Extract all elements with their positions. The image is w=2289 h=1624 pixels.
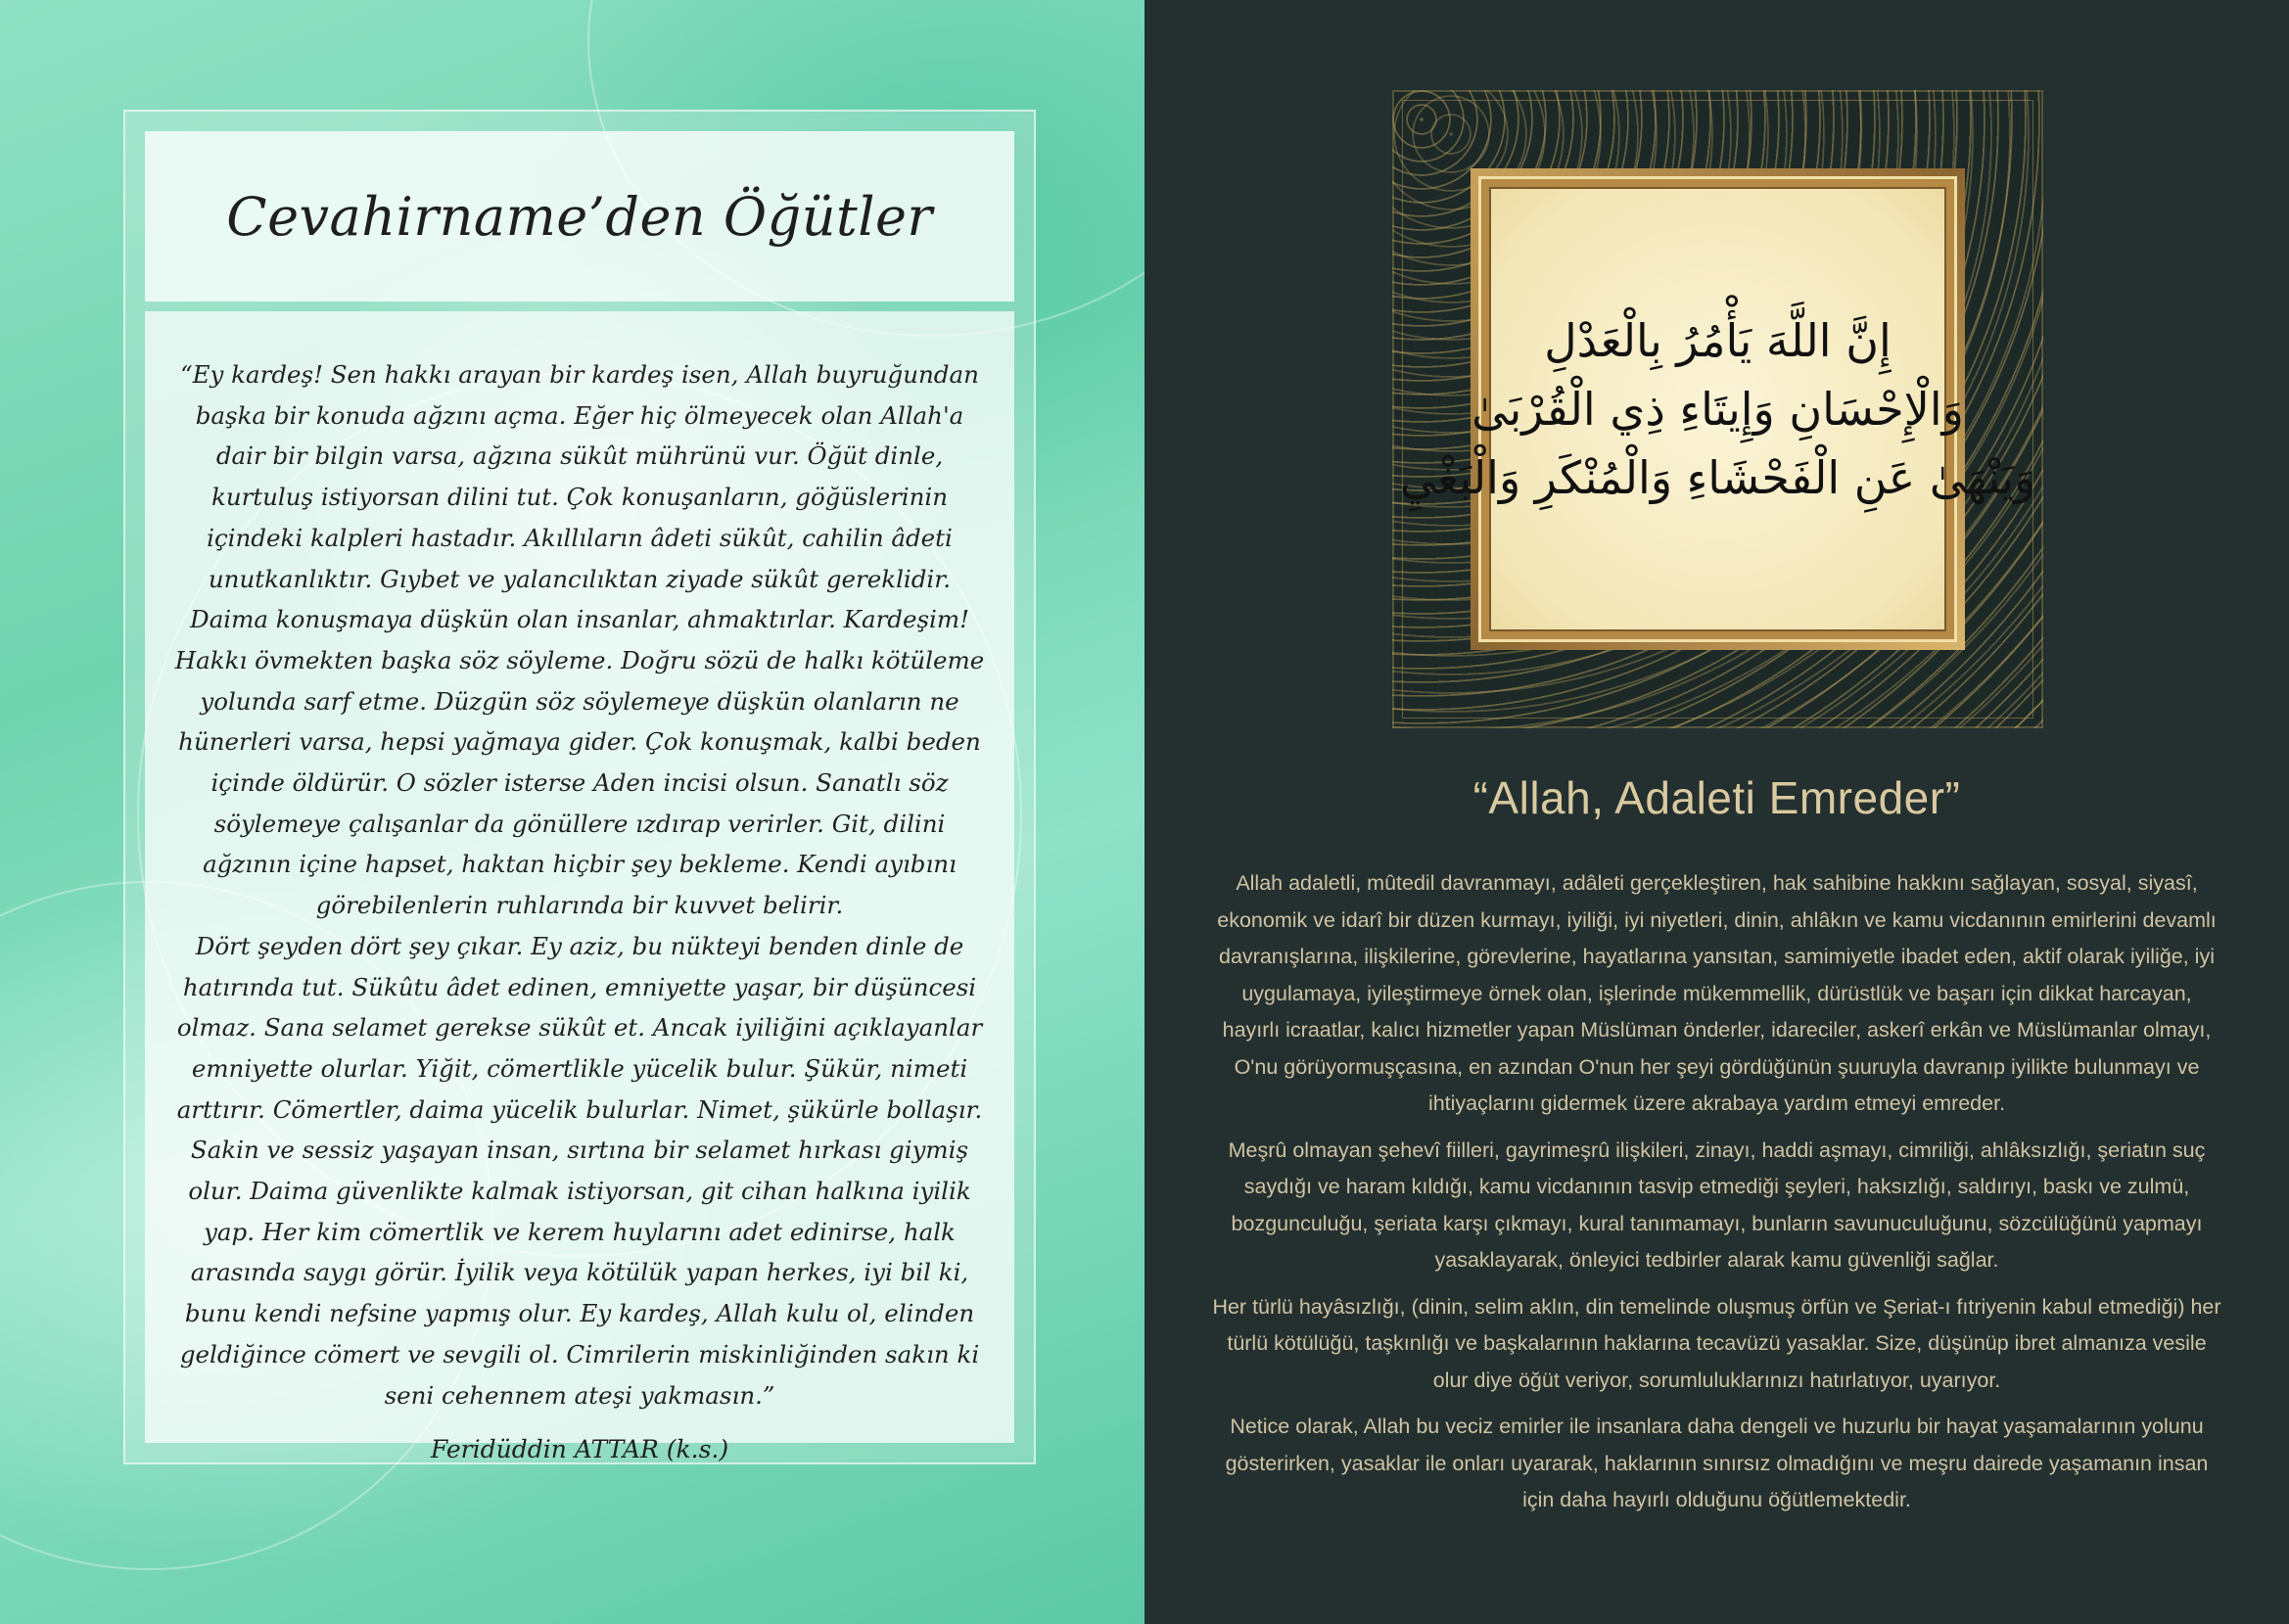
quote-author: Feridüddin ATTAR (k.s.) — [430, 1435, 729, 1464]
quote-paragraph: Dört şeyden dört şey çıkar. Ey aziz, bu nükteyi benden dinle de hatırında tut. Sükûtu âdet edinen, emniyette yaşar, bir düşüncesi olmaz. Sana selamet gerekse sükût et. Ancak iyiliğini açıklayanlar emniyette olurlar. Yiğit, cömertlikle yücelik bulur. Şükür, nimeti arttırır. Cömertler, daima yücelik bulurlar. Nimet, şükürle bollaşır. Sakin ve sessiz yaşayan insan, sırtına bir selamet hırkası giymiş olur. Daima güvenlikte kalmak istiyorsan, git cihan halkına iyilik yap. Her kim cömertlik ve kerem huylarını adet edinirse, halk arasında saygı görür. İyilik veya kötülük yapan herkes, iyi bil ki, bunu kendi nefsine yapmış olur. Ey kardeş, Allah kulu ol, elinden geldiğince cömert ve sevgili ol. Cimrilerin miskinliğinden sakın ki seni cehennem ateşi yakmasın.” — [176, 931, 983, 1410]
body-paragraph: Netice olarak, Allah bu veciz emirler ile insanlara daha dengeli ve huzurlu bir hayat yaşamalarının yolunu gösterirken, yasaklar ile onları uyararak, haklarının sınırsız olmadığını ve meşru dairede yaşamanın insan için daha hayırlı olduğunu öğütlemektedir. — [1225, 1415, 2209, 1511]
calligraphy-panel — [1399, 187, 2036, 631]
title-box — [145, 131, 1014, 302]
body-paragraph: Her türlü hayâsızlığı, (dinin, selim aklın, din temelinde oluşmuş örfün ve Şeriat-ı fıtriyenin kabul etmediği) her türlü kötülüğü, taşkınlığı ve başkalarının haklarına tecavüzü yasaklar. Size, düşünüp ibret almanıza vesile olur diye öğüt veriyor, sorumluluklarınızı hatırlatıyor, uyarıyor. — [1212, 1294, 2221, 1392]
right-page — [1144, 0, 2289, 1624]
section-title: “Allah, Adaleti Emreder” — [1472, 772, 1961, 823]
quote-paragraph: “Ey kardeş! Sen hakkı arayan bir kardeş isen, Allah buyruğundan başka bir konuda ağzını açma. Eğer hiç ölmeyecek olan Allah'a dair bir bilgin varsa, ağzına sükût mührünü vur. Öğüt dinle, kurtuluş istiyorsan dilini tut. Çok konuşanların, göğüslerinin içindeki kalpleri hastadır. Akıllıların âdeti sükût, cahilin âdeti unutkanlıktır. Gıybet ve yalancılıktan ziyade sükût gereklidir. Daima konuşmaya düşkün olan insanlar, ahmaktırlar. Kardeşim! Hakkı övmekten başka söz söyleme. Doğru sözü de halkı kötüleme yolunda sarf etme. Düzgün söz söylemeye düşkün olanların ne hünerleri varsa, hepsi yağmaya gider. Çok konuşmak, kalbi beden içinde öldürür. O sözler isterse Aden incisi olsun. Sanatlı söz söylemeye çalışanlar da gönüllere ızdırap verirler. Git, dilini ağzının içine hapset, haktan hiçbir şey bekleme. Kendi ayıbını görebilenlerin ruhlarında bir kuvvet belirir. — [174, 360, 985, 920]
text-frame — [123, 110, 1036, 1464]
body-paragraph: Meşrû olmayan şehevî fiilleri, gayrimeşrû ilişkileri, zinayı, haddi aşmayı, cimriliği, ahlâksızlığı, şeriatın suç saydığı ve haram kıldığı, kamu vicdanının tasvip etmediği şeyleri, haksızlığı, saldırıyı, baskı ve zulmü, bozgunculuğu, şeriata karşı çıkmayı, kural tanımamayı, bunların savunuculuğunu, sözcülüğünü yapmayı yasaklayarak, önleyici tedbirler alarak kamu güvenliği sağlar. — [1228, 1137, 2206, 1272]
page-title: Cevahirname’den Öğütler — [226, 185, 933, 248]
ornamental-panel — [1392, 90, 2043, 728]
quote-box — [145, 311, 1014, 1464]
left-page — [0, 0, 1144, 1624]
gold-frame-inner — [1399, 176, 2036, 642]
gold-frame — [1399, 168, 2036, 650]
body-paragraph: Allah adaletli, mûtedil davranmayı, adâleti gerçekleştiren, hak sahibine hakkını sağlayan, sosyal, siyasî, ekonomik ve idarî bir düzen kurmayı, iyiliği, iyi niyetleri, dinin, ahlâkın ve kamu vicdanının emirlerini devamlı davranışlarına, ilişkilerine, görevlerine, hayatlarına yansıtan, samimiyetle ibadet eden, aktif olarak iyiliğe, iyi uygulamaya, iyileştirmeye örnek olan, işlerinde mükemmellik, dürüstlük ve başarı için dikkat harcayan, hayırlı icraatlar, kalıcı hizmetler yapan Müslüman önderler, idareciler, askerî erkân ve Müslümanlar olmayı, O'nu görüyormuşçasına, en azından O'nun her şeyi gördüğünün şuuruyla davranıp iyilikte bulunmayı ve ihtiyaçlarını gidermek üzere akrabaya yardım etmeyi emreder. — [1217, 871, 2217, 1115]
arabic-calligraphy — [1380, 306, 2056, 512]
calligraphy-line: وَالْإِحْسَانِ وَإِيتَاءِ ذِي الْقُرْبَىٰ — [1472, 383, 1964, 436]
calligraphy-line: وَيَنْهَىٰ عَنِ الْفَحْشَاءِ وَالْمُنْكَرِ وَالْبَغْيِ — [1399, 451, 2036, 504]
calligraphy-line: إِنَّ اللَّهَ يَأْمُرُ بِالْعَدْلِ — [1544, 314, 1892, 367]
section-body — [1211, 865, 2222, 1529]
